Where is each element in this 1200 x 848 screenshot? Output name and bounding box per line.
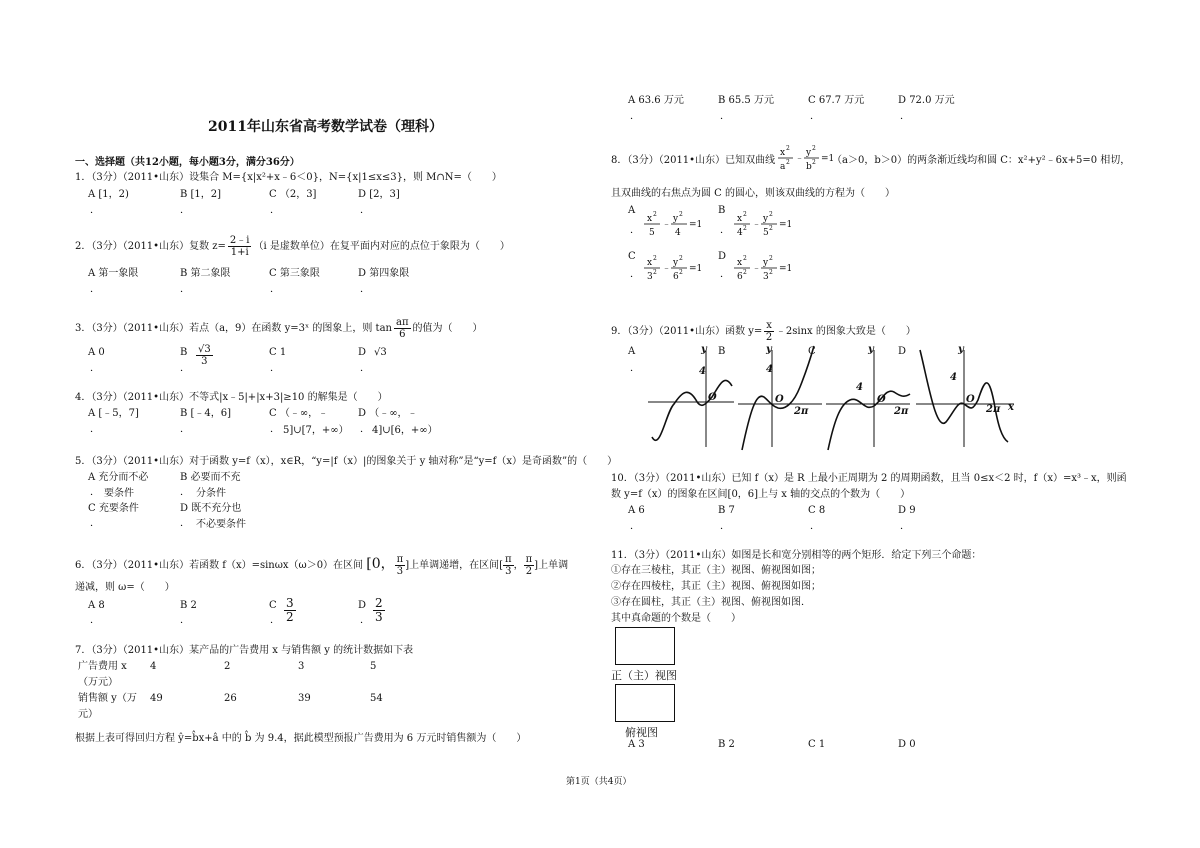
q6-option-d-label: D xyxy=(358,600,367,611)
q5-stem: 5．（3分）（2011•山东）对于函数 y=f（x），x∈R，“y=|f（x）|的图象关于 y 轴对称”是“y=f（x）是奇函数”的（ ） xyxy=(75,456,618,467)
option-dot: ． xyxy=(360,424,370,435)
q6-num-3: π xyxy=(525,554,533,565)
q3-option-a: A 0 xyxy=(88,347,105,358)
q1-option-a: A [1，2) xyxy=(88,189,129,200)
option-dot: ． xyxy=(180,615,190,626)
option-dot: ． xyxy=(180,518,190,529)
option-dot: ． xyxy=(90,363,100,374)
svg-text:x: x xyxy=(1008,402,1014,413)
q5-option-a: A 充分而不必 xyxy=(88,472,149,483)
q1-stem: 1．（3分）（2011•山东）设集合 M={x|x²+x﹣6＜0}，N={x|1≤x≤3}，则 M∩N=（ ） xyxy=(75,172,502,183)
q11-option-b: B 2 xyxy=(718,739,735,750)
q3-b-denominator: 3 xyxy=(201,356,208,367)
svg-text:4: 4 xyxy=(766,364,773,375)
svg-text:x: x xyxy=(647,258,653,268)
svg-text:O: O xyxy=(708,392,717,403)
q5-option-c: C 充要条件 xyxy=(88,503,139,514)
svg-text:4: 4 xyxy=(950,372,957,383)
svg-text:x: x xyxy=(780,148,786,158)
svg-text:2: 2 xyxy=(679,211,683,218)
q6-den-1: 3 xyxy=(396,566,404,577)
svg-text:2π: 2π xyxy=(894,406,909,417)
svg-text:y: y xyxy=(763,214,769,224)
q6-d-den: 3 xyxy=(375,610,383,624)
q7-row1-unit: （万元） xyxy=(78,677,118,688)
svg-text:4: 4 xyxy=(737,228,743,238)
q6-option-a: A 8 xyxy=(88,600,105,611)
q7-option-b: B 65.5 万元 xyxy=(718,95,774,106)
option-dot: ． xyxy=(720,269,730,280)
q8-option-b-equation xyxy=(732,210,798,242)
svg-text:y: y xyxy=(673,258,679,268)
option-dot: ． xyxy=(180,284,190,295)
option-dot: ． xyxy=(180,205,190,216)
svg-text:4: 4 xyxy=(675,228,681,238)
svg-text:y: y xyxy=(766,344,772,355)
q6-den-3: 2 xyxy=(525,566,533,577)
q6-option-d-fraction xyxy=(373,597,385,624)
q3-option-d-label: D xyxy=(358,347,367,358)
q11-top-view-label: 俯视图 xyxy=(625,726,658,739)
q11-front-view-label: 正（主）视图 xyxy=(611,669,677,682)
q10-option-d: D 9 xyxy=(898,505,916,516)
q7-option-d: D 72.0 万元 xyxy=(898,95,955,106)
q3-fraction xyxy=(394,317,411,340)
q3-stem xyxy=(75,317,483,340)
q8-option-d-label: D xyxy=(718,251,727,262)
q6-option-c-fraction xyxy=(284,597,296,624)
q7-row2-unit: 元） xyxy=(78,709,98,720)
q7-row1-cell: 2 xyxy=(224,661,231,672)
q8-stem-b: （a＞0，b＞0）的两条渐近线均和圆 C：x²+y²﹣6x+5=0 相切， xyxy=(832,155,1131,166)
q2-stem-b: （i 是虚数单位）在复平面内对应的点位于象限为（ ） xyxy=(253,241,510,252)
option-dot: ． xyxy=(720,521,730,532)
svg-text:2: 2 xyxy=(653,269,657,276)
option-dot: ． xyxy=(90,205,100,216)
svg-text:2π: 2π xyxy=(986,404,1001,415)
q5-option-a-cont: 要条件 xyxy=(104,488,134,499)
svg-text:3: 3 xyxy=(647,272,653,282)
q10-option-c: C 8 xyxy=(808,505,826,516)
q5-option-b-cont: 分条件 xyxy=(196,488,226,499)
q2-denominator: 1+i xyxy=(230,247,249,258)
q6-c-num: 3 xyxy=(286,596,294,610)
q4-stem: 4．（3分）（2011•山东）不等式|x﹣5|+|x+3|≥10 的解集是（ ） xyxy=(75,392,388,403)
q9-fraction xyxy=(764,320,774,343)
option-dot: ． xyxy=(900,521,910,532)
svg-text:x: x xyxy=(647,214,653,224)
svg-text:6: 6 xyxy=(673,272,679,282)
option-dot: ． xyxy=(90,487,100,498)
q2-option-a: A 第一象限 xyxy=(88,268,139,279)
q3-stem-a: 3．（3分）（2011•山东）若点（a，9）在函数 y=3ˣ 的图象上，则 tan xyxy=(75,323,392,334)
option-dot: ． xyxy=(720,225,730,236)
option-dot: ． xyxy=(180,424,190,435)
q10-option-b: B 7 xyxy=(718,505,735,516)
option-dot: ． xyxy=(360,363,370,374)
q3-option-b-label: B xyxy=(180,347,188,358)
option-dot: ． xyxy=(360,615,370,626)
option-dot: ． xyxy=(360,205,370,216)
q6-comma: ， xyxy=(513,560,524,571)
svg-text:O: O xyxy=(775,394,784,405)
q11-option-a: A 3 xyxy=(628,739,645,750)
q6-option-b: B 2 xyxy=(180,600,197,611)
svg-text:2: 2 xyxy=(679,255,683,262)
q6-d-num: 2 xyxy=(375,596,383,610)
q8-option-c-label: C xyxy=(628,251,636,262)
q2-numerator: 2﹣i xyxy=(229,235,250,246)
q7-row1-cell: 3 xyxy=(298,661,305,672)
q6-c-den: 2 xyxy=(286,610,294,624)
q9-graph-options xyxy=(646,342,1022,452)
q8-stem-2: 且双曲线的右焦点为圆 C 的圆心，则该双曲线的方程为（ ） xyxy=(611,188,896,199)
q8-hyperbola-equation xyxy=(776,144,836,176)
svg-text:a: a xyxy=(780,162,786,172)
option-dot: ． xyxy=(180,363,190,374)
q11-option-d: D 0 xyxy=(898,739,916,750)
option-dot: ． xyxy=(360,284,370,295)
q6-option-c-label: C xyxy=(269,600,277,611)
option-dot: ． xyxy=(180,487,190,498)
svg-text:2: 2 xyxy=(812,159,816,166)
svg-text:﹣: ﹣ xyxy=(752,264,762,274)
svg-text:=1: =1 xyxy=(689,264,703,274)
q11-prompt: 其中真命题的个数是（ ） xyxy=(611,613,741,624)
svg-text:=1: =1 xyxy=(689,220,703,230)
q7-stem: 7．（3分）（2011•山东）某产品的广告费用 x 与销售额 y 的统计数据如下表 xyxy=(75,645,414,656)
svg-text:2: 2 xyxy=(653,211,657,218)
q3-option-c: C 1 xyxy=(269,347,287,358)
q9-numerator: x xyxy=(766,320,772,331)
q9-option-d-label: D xyxy=(898,346,907,357)
svg-text:x: x xyxy=(737,258,743,268)
svg-text:=1: =1 xyxy=(779,264,793,274)
svg-text:=1: =1 xyxy=(779,220,793,230)
svg-text:2: 2 xyxy=(812,145,816,152)
svg-text:x: x xyxy=(737,214,743,224)
svg-text:6: 6 xyxy=(737,272,743,282)
svg-text:2: 2 xyxy=(786,159,790,166)
q3-option-b-fraction xyxy=(196,344,213,367)
option-dot: ． xyxy=(630,521,640,532)
option-dot: ． xyxy=(90,284,100,295)
q6-stem-c: ]上单调 xyxy=(534,560,569,571)
svg-text:2: 2 xyxy=(743,255,747,262)
svg-text:﹣: ﹣ xyxy=(662,220,672,230)
q3-option-d-value: √3 xyxy=(374,347,387,358)
option-dot: ． xyxy=(90,615,100,626)
q1-option-d: D [2，3] xyxy=(358,189,400,200)
svg-text:y: y xyxy=(958,344,964,355)
option-dot: ． xyxy=(90,424,100,435)
option-dot: ． xyxy=(900,111,910,122)
q11-statement-1: ①存在三棱柱，其正（主）视图、俯视图如图； xyxy=(611,565,821,576)
q4-option-c-cont: 5]∪[7，+∞） xyxy=(283,425,349,436)
q3-numerator: aπ xyxy=(395,317,409,328)
q6-fraction-1 xyxy=(395,554,406,577)
svg-text:2: 2 xyxy=(679,269,683,276)
option-dot: ． xyxy=(810,111,820,122)
q6-stem xyxy=(75,554,568,577)
q5-option-b: B 必要而不充 xyxy=(180,472,241,483)
option-dot: ． xyxy=(270,615,280,626)
svg-text:﹣: ﹣ xyxy=(752,220,762,230)
q6-fraction-2 xyxy=(503,554,514,577)
q6-den-2: 3 xyxy=(505,566,512,577)
svg-text:O: O xyxy=(966,394,975,405)
q7-row2-label: 销售额 y（万 xyxy=(78,693,137,704)
svg-text:=1: =1 xyxy=(821,154,835,164)
svg-text:2: 2 xyxy=(743,225,747,232)
option-dot: ． xyxy=(810,521,820,532)
q10-stem-2: 数 y=f（x）的图象在区间[0，6]上与 x 轴的交点的个数为（ ） xyxy=(611,489,911,500)
option-dot: ． xyxy=(270,424,280,435)
q9-stem-b: ﹣2sinx 的图象大致是（ ） xyxy=(775,326,916,337)
q4-option-d: D （﹣∞，﹣ xyxy=(358,408,418,419)
svg-text:y: y xyxy=(763,258,769,268)
q11-option-c: C 1 xyxy=(808,739,826,750)
q11-statement-3: ③存在圆柱，其正（主）视图、俯视图如图． xyxy=(611,597,811,608)
svg-text:y: y xyxy=(701,344,707,355)
q3-stem-b: 的值为（ ） xyxy=(412,323,483,334)
q7-row1-cell: 5 xyxy=(370,661,377,672)
q6-num-1: π xyxy=(396,554,404,565)
q6-stem-2: 递减，则 ω=（ ） xyxy=(75,582,175,593)
q5-option-d-cont: 不必要条件 xyxy=(196,519,246,530)
q7-row2-cell: 26 xyxy=(224,693,237,704)
q6-stem-a: 6．（3分）（2011•山东）若函数 f（x）=sinωx（ω＞0）在区间 xyxy=(75,560,364,571)
q2-fraction xyxy=(228,235,252,258)
svg-text:﹣: ﹣ xyxy=(662,264,672,274)
option-dot: ． xyxy=(90,518,100,529)
q6-stem-b: ]上单调递增，在区间[ xyxy=(405,560,504,571)
q1-option-c: C （2，3] xyxy=(269,189,317,200)
q2-option-b: B 第二象限 xyxy=(180,268,231,279)
q7-row1-label: 广告费用 x xyxy=(78,661,127,672)
svg-text:4: 4 xyxy=(699,366,706,377)
q8-option-c-equation xyxy=(642,254,708,286)
q7-row2-cell: 49 xyxy=(150,693,163,704)
q7-stem-2: 根据上表可得回归方程 ŷ=b̂x+â 中的 b̂ 为 9.4，据此模型预报广告费用为 6 万元时销售额为（ ） xyxy=(75,733,527,744)
q11-stem: 11．（3分）（2011•山东）如图是长和宽分别相等的两个矩形．给定下列三个命题： xyxy=(611,550,982,561)
svg-text:2: 2 xyxy=(743,211,747,218)
q2-stem-a: 2．（3分）（2011•山东）复数 z= xyxy=(75,241,226,252)
option-dot: ． xyxy=(270,363,280,374)
q4-option-d-cont: 4]∪[6，+∞） xyxy=(372,425,438,436)
option-dot: ． xyxy=(630,111,640,122)
section-heading: 一、选择题（共12小题，每小题3分，满分36分） xyxy=(75,157,300,168)
svg-text:y: y xyxy=(673,214,679,224)
q8-stem-a: 8．（3分）（2011•山东）已知双曲线 xyxy=(611,155,776,166)
q9-option-c-label: C xyxy=(808,346,816,357)
q7-row2-cell: 39 xyxy=(298,693,311,704)
q4-option-c: C （﹣∞，﹣ xyxy=(269,408,329,419)
q8-option-b-label: B xyxy=(718,205,726,216)
svg-text:O: O xyxy=(877,394,886,405)
q9-option-b-label: B xyxy=(718,346,726,357)
q4-option-b: B [﹣4，6] xyxy=(180,408,232,419)
q2-option-c: C 第三象限 xyxy=(269,268,320,279)
q9-stem xyxy=(611,320,916,343)
q9-stem-a: 9．（3分）（2011•山东）函数 y= xyxy=(611,326,763,337)
q6-interval-open: [0， xyxy=(366,556,395,572)
q7-row2-cell: 54 xyxy=(370,693,383,704)
q10-option-a: A 6 xyxy=(628,505,645,516)
svg-text:2: 2 xyxy=(769,211,773,218)
q11-statement-2: ②存在四棱柱，其正（主）视图、俯视图如图； xyxy=(611,581,821,592)
option-dot: ． xyxy=(630,363,640,374)
svg-text:2: 2 xyxy=(743,269,747,276)
q8-option-a-label: A xyxy=(628,205,636,216)
q8-option-d-equation xyxy=(732,254,798,286)
q5-option-d: D 既不充分也 xyxy=(180,503,242,514)
q2-stem xyxy=(75,235,510,258)
q8-option-a-equation xyxy=(642,210,708,242)
q7-option-a: A 63.6 万元 xyxy=(628,95,684,106)
q10-stem: 10．（3分）（2011•山东）已知 f（x）是 R 上最小正周期为 2 的周期函数，且当 0≤x＜2 时，f（x）=x³﹣x，则函 xyxy=(611,473,1127,484)
svg-text:2: 2 xyxy=(786,145,790,152)
svg-text:2: 2 xyxy=(769,255,773,262)
option-dot: ． xyxy=(270,284,280,295)
svg-text:b: b xyxy=(806,162,812,172)
svg-text:y: y xyxy=(868,344,874,355)
q11-top-view-rect xyxy=(615,684,675,722)
option-dot: ． xyxy=(270,205,280,216)
svg-text:y: y xyxy=(806,148,812,158)
q7-row1-cell: 4 xyxy=(150,661,157,672)
svg-text:﹣: ﹣ xyxy=(795,154,805,164)
option-dot: ． xyxy=(630,225,640,236)
svg-text:2: 2 xyxy=(769,269,773,276)
svg-text:2π: 2π xyxy=(794,406,809,417)
svg-text:2: 2 xyxy=(653,255,657,262)
q3-denominator: 6 xyxy=(399,329,406,340)
q9-option-a-label: A xyxy=(628,346,636,357)
q3-b-numerator: √3 xyxy=(198,344,211,355)
svg-text:5: 5 xyxy=(649,228,655,238)
q9-denominator: 2 xyxy=(765,332,773,343)
svg-text:4: 4 xyxy=(856,382,863,393)
q2-option-d: D 第四象限 xyxy=(358,268,410,279)
page-title: 2011年山东省高考数学试卷（理科） xyxy=(208,119,443,135)
option-dot: ． xyxy=(720,111,730,122)
q11-front-view-rect xyxy=(615,627,675,665)
option-dot: ． xyxy=(630,269,640,280)
q6-fraction-3 xyxy=(524,554,535,577)
q4-option-a: A [﹣5，7] xyxy=(88,408,139,419)
q1-option-b: B [1，2] xyxy=(180,189,222,200)
q6-num-2: π xyxy=(505,554,512,565)
svg-text:3: 3 xyxy=(763,272,769,282)
q7-option-c: C 67.7 万元 xyxy=(808,95,865,106)
svg-text:2: 2 xyxy=(769,225,773,232)
svg-text:5: 5 xyxy=(763,228,769,238)
page-footer: 第1页（共4页） xyxy=(566,777,632,787)
